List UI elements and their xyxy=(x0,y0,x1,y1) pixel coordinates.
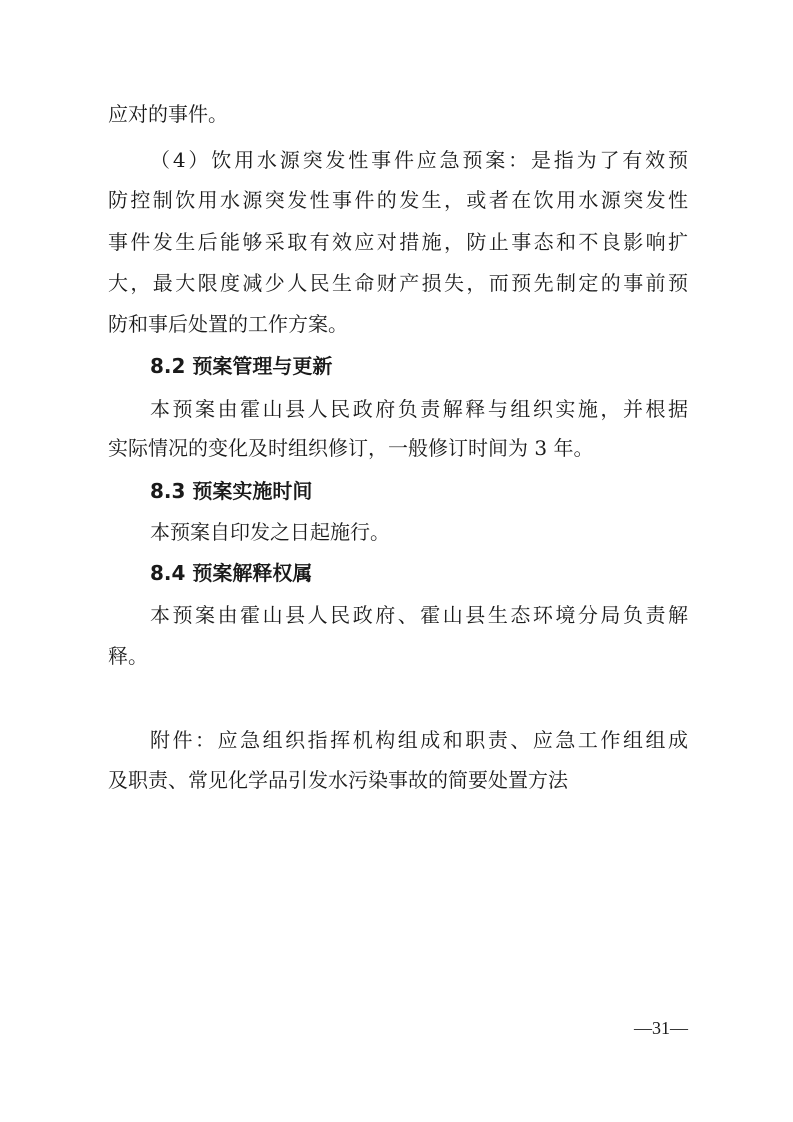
paragraph-line: 实际情况的变化及时组织修订，一般修订时间为 3 年。 xyxy=(108,436,594,460)
section-heading-8-3: 8.3 预案实施时间 xyxy=(150,479,313,503)
section-heading-8-4: 8.4 预案解释权属 xyxy=(150,561,313,585)
section-heading-8-2: 8.2 预案管理与更新 xyxy=(150,354,333,378)
paragraph-line: 事件发生后能够采取有效应对措施，防止事态和不良影响扩 xyxy=(108,230,688,254)
paragraph-line: 本预案由霍山县人民政府、霍山县生态环境分局负责解 xyxy=(150,603,688,627)
attachment-line: 附件：应急组织指挥机构组成和职责、应急工作组组成 xyxy=(150,728,688,752)
paragraph-line: 本预案自印发之日起施行。 xyxy=(150,520,390,544)
attachment-line: 及职责、常见化学品引发水污染事故的简要处置方法 xyxy=(108,768,568,792)
paragraph-line: 大，最大限度减少人民生命财产损失，而预先制定的事前预 xyxy=(108,271,688,295)
paragraph-line: 应对的事件。 xyxy=(108,102,228,126)
paragraph-line: 释。 xyxy=(108,644,148,668)
paragraph-line: 本预案由霍山县人民政府负责解释与组织实施，并根据 xyxy=(150,397,688,421)
paragraph-line: 防和事后处置的工作方案。 xyxy=(108,312,348,336)
paragraph-line: 防控制饮用水源突发性事件的发生，或者在饮用水源突发性 xyxy=(108,188,688,212)
page-number: —31— xyxy=(634,1018,688,1038)
paragraph-line: （4）饮用水源突发性事件应急预案：是指为了有效预 xyxy=(150,148,688,172)
